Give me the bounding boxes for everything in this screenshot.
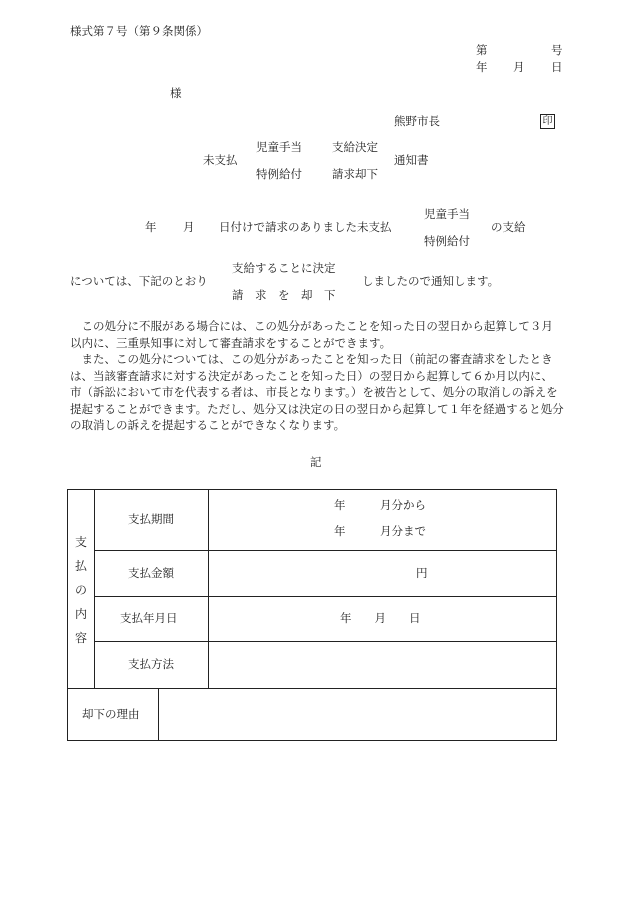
title-option-a-bottom: 特例給付 [256, 167, 302, 181]
doc-number-suffix: 号 [551, 43, 563, 57]
intro-payment: の支給 [491, 220, 526, 234]
notice-paragraph-2: また、この処分については、この処分があったことを知った日（前記の審査請求をしたときは、当該審査請求に対する決定があったことを知った日）の翌日から起算して６か月以内に、市（訴訟において市を代表する者は、市長となります。）を被告として、処分の取消しの訴えを提起することができます。ただし、処分又は決定の日の翌日から起算して１年を経過すると処分の取消しの訴えを提起することができなくなります。 [70, 352, 564, 432]
issuer-name: 熊野市長 [394, 114, 440, 128]
notice-paragraph-1: この処分に不服がある場合には、この処分があったことを知った日の翌日から起算して３月以内に、三重県知事に対して審査請求をすることができます。 [70, 319, 553, 350]
payment-period-label: 支払期間 [128, 512, 174, 526]
intro-option-top: 児童手当 [424, 207, 470, 221]
intro-regarding: については、下記のとおり [70, 274, 208, 288]
ki-heading: 記 [310, 455, 322, 469]
title-option-a-top: 児童手当 [256, 140, 302, 154]
payment-period-from: 年 月分から [334, 498, 426, 512]
payment-method-label: 支払方法 [128, 657, 174, 671]
intro-month: 月 [183, 220, 195, 234]
title-option-b-top: 支給決定 [332, 140, 378, 154]
seal-mark: 印 [540, 114, 555, 129]
date-year: 年 [476, 60, 488, 74]
payment-amount-unit: 円 [416, 566, 428, 580]
payment-amount-label: 支払金額 [128, 566, 174, 580]
payment-details-group-label: 支 払 の 内 容 [74, 535, 87, 645]
form-number: 様式第７号（第９条関係） [70, 24, 208, 38]
payment-date-label: 支払年月日 [120, 611, 178, 625]
title-option-b-bottom: 請求却下 [332, 167, 378, 181]
rejection-reason-label: 却下の理由 [82, 707, 140, 721]
intro-closing: しましたので通知します。 [362, 274, 500, 288]
decision-bottom: 請 求 を 却 下 [232, 288, 336, 302]
intro-option-bottom: 特例給付 [424, 234, 470, 248]
title-suffix: 通知書 [394, 153, 429, 167]
title-prefix: 未支払 [203, 153, 238, 167]
intro-dated-text: 日付けで請求のありました未支払 [219, 220, 392, 234]
date-month: 月 [513, 60, 525, 74]
doc-number-prefix: 第 [476, 43, 488, 57]
decision-top: 支給することに決定 [232, 261, 336, 275]
payment-period-to: 年 月分まで [334, 524, 426, 538]
addressee-suffix: 様 [170, 86, 182, 100]
payment-date-value: 年 月 日 [340, 611, 421, 625]
intro-year: 年 [145, 220, 157, 234]
date-day: 日 [551, 60, 563, 74]
